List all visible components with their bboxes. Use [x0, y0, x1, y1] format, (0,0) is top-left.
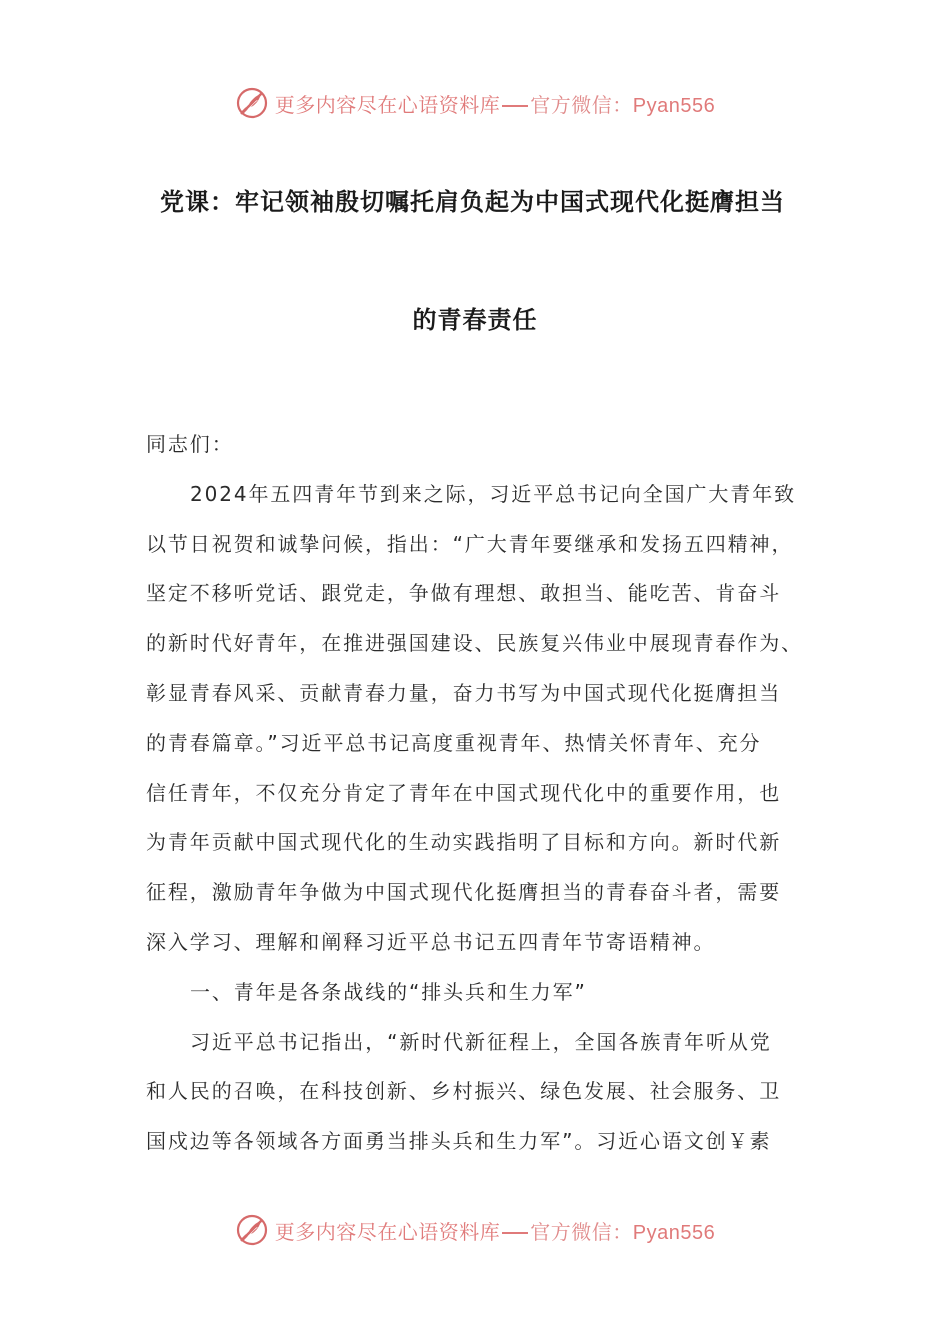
salutation: 同志们： [146, 432, 234, 456]
watermark-text [275, 89, 715, 118]
section-heading: 一、青年是各条战线的“排头兵和生力军” [190, 979, 587, 1004]
paragraph-line: 的青春篇章。”习近平总书记高度重视青年、热情关怀青年、充分 [146, 730, 762, 755]
quill-logo-icon [235, 1213, 269, 1247]
watermark-brand: 更多内容尽在心语资料库 [274, 92, 501, 117]
paragraph-line: 坚定不移听党话、跟党走，争做有理想、敢担当、能吃苦、肯奋斗 [146, 581, 782, 606]
document-title-line-2: 的青春责任 [412, 306, 538, 334]
paragraph-line: 和人民的召唤，在科技创新、乡村振兴、绿色发展、社会服务、卫 [146, 1079, 782, 1104]
paragraph-line: 深入学习、理解和阐释习近平总书记五四青年节寄语精神。 [146, 929, 716, 954]
paragraph-line: 的新时代好青年，在推进强国建设、民族复兴伟业中展现青春作为、 [146, 631, 803, 656]
paragraph-line: 为青年贡献中国式现代化的生动实践指明了目标和方向。新时代新 [146, 830, 782, 855]
watermark-wechat-id: Pyan556 [632, 94, 716, 117]
watermark-label: 官方微信： [530, 1219, 633, 1244]
watermark-dash [502, 105, 528, 107]
paragraph-line: 习近平总书记指出，“新时代新征程上，全国各族青年听从党 [190, 1029, 772, 1054]
watermark-banner-bottom [0, 1205, 950, 1255]
watermark-content [235, 1213, 715, 1247]
watermark-text [275, 1216, 715, 1245]
paragraph-line: 信任青年，不仅充分肯定了青年在中国式现代化中的重要作用，也 [146, 780, 782, 805]
watermark-content [235, 86, 715, 120]
paragraph-line: 2024年五四青年节到来之际，习近平总书记向全国广大青年致 [190, 481, 796, 506]
paragraph-line: 以节日祝贺和诚挚问候，指出：“广大青年要继承和发扬五四精神， [146, 531, 794, 556]
paragraph-line: 彰显青春风采、贡献青春力量，奋力书写为中国式现代化挺膺担当 [146, 680, 782, 705]
paragraph-line: 国戍边等各领域各方面勇当排头兵和生力军”。习近心语文创￥素 [146, 1129, 772, 1154]
watermark-brand: 更多内容尽在心语资料库 [274, 1219, 501, 1244]
watermark-dash [502, 1232, 528, 1234]
paragraph-line: 征程，激励青年争做为中国式现代化挺膺担当的青春奋斗者，需要 [146, 880, 782, 905]
watermark-label: 官方微信： [530, 92, 633, 117]
watermark-wechat-id: Pyan556 [632, 1221, 716, 1244]
quill-logo-icon [235, 86, 269, 120]
document-title-line-1: 党课：牢记领袖殷切嘱托肩负起为中国式现代化挺膺担当 [160, 188, 785, 216]
watermark-banner-top [0, 78, 950, 128]
document-body [146, 420, 826, 1167]
